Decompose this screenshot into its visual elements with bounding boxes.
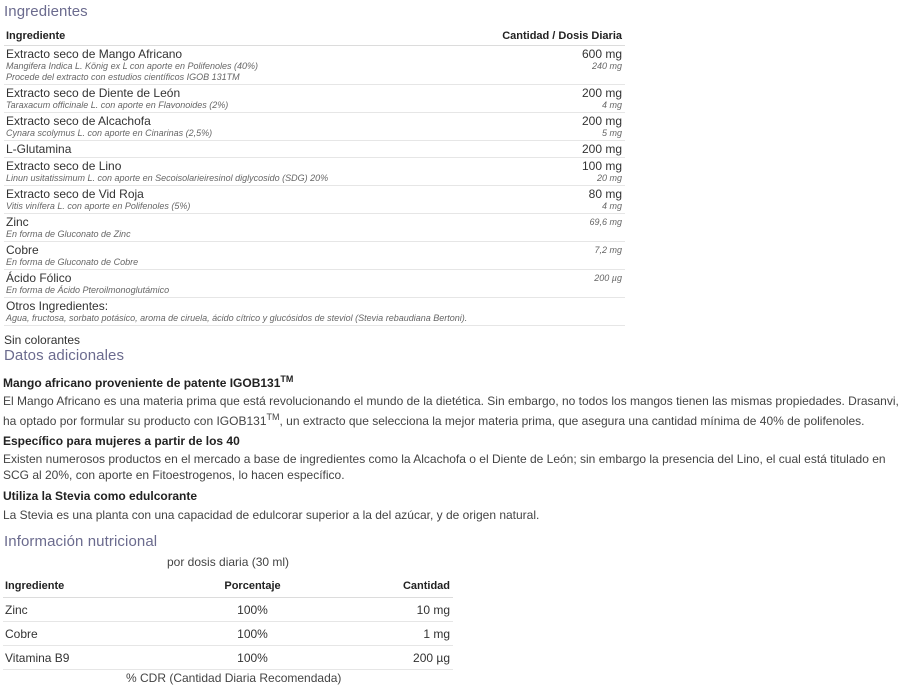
ingredient-amount: 200 mg xyxy=(581,114,622,128)
table-row xyxy=(3,622,453,646)
mango-title-text: Mango africano proveniente de patente IGOB131 xyxy=(3,376,281,390)
ingredients-heading: Ingredientes xyxy=(4,3,88,20)
nutrition-table xyxy=(3,574,453,670)
nutrition-header-row xyxy=(3,574,453,598)
ingredient-name: Cobre xyxy=(6,243,39,257)
nutrition-col-ingredient: Ingrediente xyxy=(3,574,168,598)
nutrition-amount: 1 mg xyxy=(338,622,453,646)
mango-paragraph-title xyxy=(3,374,293,390)
ingredient-detail: En forma de Ácido Pteroilmonoglutámico xyxy=(6,285,170,295)
ingredients-table-header xyxy=(4,27,625,46)
ingredient-row xyxy=(4,158,625,186)
ingredient-row xyxy=(4,113,625,141)
ingredient-row xyxy=(4,242,625,270)
mango-text-b: , un extracto que selecciona la mejor materia prima, que asegura una cantidad mínima de 40% de polifenoles. xyxy=(279,414,865,428)
ingredient-row xyxy=(4,141,625,158)
ingredient-row xyxy=(4,214,625,242)
ingredient-subamount: 7,2 mg xyxy=(594,245,622,255)
ingredient-detail: En forma de Gluconato de Zinc xyxy=(6,229,131,239)
ingredients-table xyxy=(4,27,625,326)
ingredient-subamount: 20 mg xyxy=(596,173,622,183)
nutrition-ingredient: Vitamina B9 xyxy=(3,646,168,670)
ingredient-detail: En forma de Gluconato de Cobre xyxy=(6,257,139,267)
ingredient-name: Zinc xyxy=(6,215,29,229)
ingredient-name: L-Glutamina xyxy=(6,142,72,156)
stevia-paragraph-title: Utiliza la Stevia como edulcorante xyxy=(3,489,198,503)
mango-paragraph-text xyxy=(3,393,903,429)
ingredient-name: Extracto seco de Vid Roja xyxy=(6,187,144,201)
trademark-sup: TM xyxy=(280,374,294,384)
ingredient-detail: Vitis vinífera L. con aporte en Polifenoles (5%) xyxy=(6,201,191,211)
ingredient-detail: Mangifera Indica L. König ex L con aporte en Polifenoles (40%) xyxy=(6,61,258,71)
ingredient-subamount: 4 mg xyxy=(601,100,622,110)
nutrition-ingredient: Zinc xyxy=(3,598,168,622)
no-colorants-note: Sin colorantes xyxy=(4,333,81,347)
ingredient-row xyxy=(4,46,625,85)
ingredient-row xyxy=(4,270,625,298)
ingredient-subamount: 200 µg xyxy=(594,273,622,283)
ingredient-amount: 200 mg xyxy=(581,86,622,100)
ingredient-row xyxy=(4,85,625,113)
ingredient-subamount: 5 mg xyxy=(601,128,622,138)
ingredient-name: Extracto seco de Mango Africano xyxy=(6,47,183,61)
nutrition-heading: Información nutricional xyxy=(4,533,158,550)
nutrition-percentage: 100% xyxy=(168,598,338,622)
ingredient-detail: Taraxacum officinale L. con aporte en Flavonoides (2%) xyxy=(6,100,229,110)
ingredient-detail: Agua, fructosa, sorbato potásico, aroma de ciruela, ácido cítrico y glucósidos de steviol (Stevia rebaudiana Bertoni). xyxy=(6,313,468,323)
nutrition-caption: por dosis diaria (30 ml) xyxy=(167,555,290,569)
nutrition-percentage: 100% xyxy=(168,622,338,646)
col-ingredient-header: Ingrediente xyxy=(6,30,66,42)
ingredient-row-other xyxy=(4,298,625,326)
women-paragraph-title: Específico para mujeres a partir de los 40 xyxy=(3,434,240,448)
women-paragraph-text: Existen numerosos productos en el mercado a base de ingredientes como la Alcachofa o el Diente de León; sin embargo la presencia del Lino, el cual está titulado en SCG al 20%, con aporte en Fitoestrogenos, lo hacen específico. xyxy=(3,452,886,482)
ingredient-name: Extracto seco de Lino xyxy=(6,159,122,173)
ingredient-detail-2: Procede del extracto con estudios científicos IGOB 131TM xyxy=(6,72,240,82)
ingredient-name: Otros Ingredientes: xyxy=(6,299,109,313)
ingredient-name: Ácido Fólico xyxy=(6,271,72,285)
ingredient-amount: 80 mg xyxy=(588,187,622,201)
nutrition-percentage: 100% xyxy=(168,646,338,670)
stevia-paragraph-text: La Stevia es una planta con una capacidad de edulcorar superior a la del azúcar, y de origen natural. xyxy=(3,508,540,522)
ingredient-amount: 200 mg xyxy=(581,142,622,156)
ingredient-amount: 100 mg xyxy=(581,159,622,173)
ingredient-row xyxy=(4,186,625,214)
ingredient-subamount: 240 mg xyxy=(591,61,622,71)
nutrition-col-amount: Cantidad xyxy=(338,574,453,598)
table-row xyxy=(3,598,453,622)
ingredient-detail: Cynara scolymus L. con aporte en Cinarinas (2,5%) xyxy=(6,128,213,138)
ingredient-subamount: 69,6 mg xyxy=(589,217,622,227)
col-amount-header: Cantidad / Dosis Diaria xyxy=(502,30,622,42)
table-row xyxy=(3,646,453,670)
nutrition-footer: % CDR (Cantidad Diaria Recomendada) xyxy=(126,671,342,685)
mango-text-a: El Mango Africano es una materia prima que está revolucionando el mundo de la dietética. Sin embargo, no todos los mangos tienen las mismas propiedades. Drasanvi, ha optado por formular su producto con IGOB131 xyxy=(3,394,899,428)
nutrition-amount: 200 µg xyxy=(338,646,453,670)
nutrition-amount: 10 mg xyxy=(338,598,453,622)
additional-data-heading: Datos adicionales xyxy=(4,347,125,364)
ingredient-amount: 600 mg xyxy=(581,47,622,61)
ingredient-detail: Linun usitatissimum L. con aporte en Secoisolarieiresinol diglycosido (SDG) 20% xyxy=(6,173,329,183)
trademark-sup: TM xyxy=(266,412,280,422)
ingredient-name: Extracto seco de Diente de León xyxy=(6,86,181,100)
nutrition-col-percentage: Porcentaje xyxy=(168,574,338,598)
ingredient-name: Extracto seco de Alcachofa xyxy=(6,114,151,128)
nutrition-ingredient: Cobre xyxy=(3,622,168,646)
ingredient-subamount: 4 mg xyxy=(601,201,622,211)
